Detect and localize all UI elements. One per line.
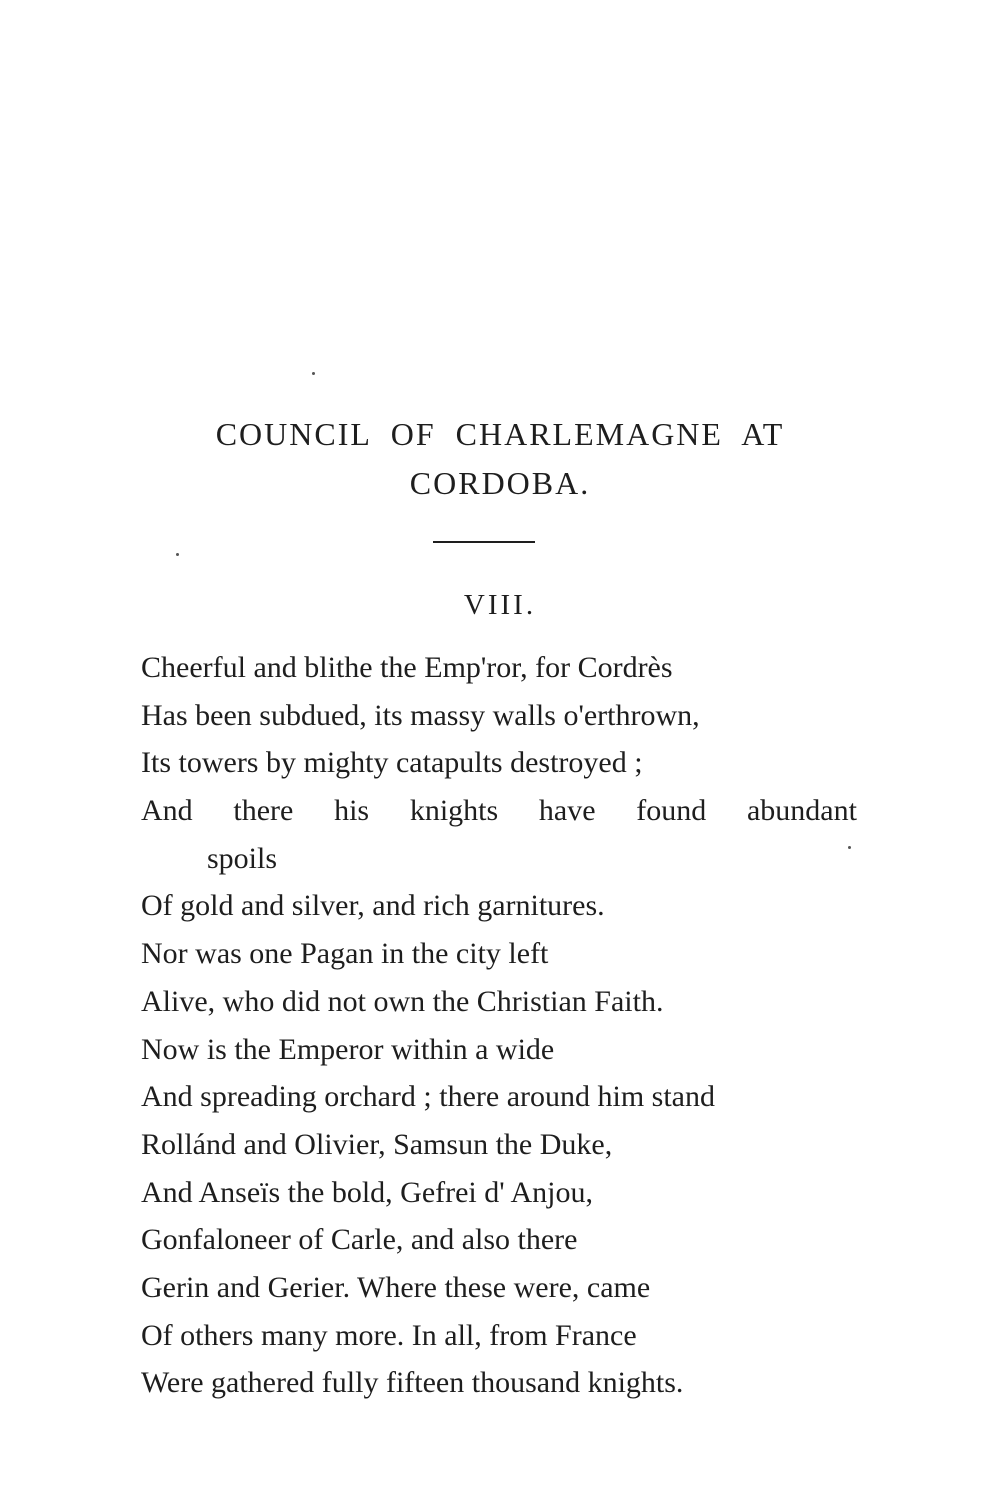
poem-line: Alive, who did not own the Christian Faith. xyxy=(141,984,664,1018)
poem-line: Of others many more. In all, from France xyxy=(141,1318,637,1352)
poem-word: his xyxy=(334,794,370,828)
poem-line: Its towers by mighty catapults destroyed ; xyxy=(141,746,643,780)
poem-line-justified xyxy=(141,793,857,841)
poem-word: there xyxy=(233,794,294,828)
poem-word: have xyxy=(538,794,596,828)
poem-line: And Anseïs the bold, Gefrei d' Anjou, xyxy=(141,1175,594,1209)
section-numeral: VIII. xyxy=(463,589,537,621)
poem-word: knights xyxy=(409,794,499,828)
chapter-title-line-2: CORDOBA. xyxy=(409,465,591,501)
poem-line-continuation: spoils xyxy=(207,841,278,875)
poem-line: Rollánd and Olivier, Samsun the Duke, xyxy=(141,1127,613,1161)
poem-line: Of gold and silver, and rich garnitures. xyxy=(141,889,605,923)
poem-line: Has been subdued, its massy walls o'erthrown, xyxy=(141,698,700,732)
poem-word: abundant xyxy=(746,794,857,828)
poem-line: Nor was one Pagan in the city left xyxy=(141,937,549,971)
poem-word: And xyxy=(141,794,193,828)
poem-line: Cheerful and blithe the Emp'ror, for Cordrès xyxy=(141,651,673,684)
poem-word: found xyxy=(636,794,707,828)
poem-line: Were gathered fully fifteen thousand knights. xyxy=(141,1366,684,1400)
poem-line: Now is the Emperor within a wide xyxy=(141,1032,555,1066)
chapter-title-line-1: COUNCIL OF CHARLEMAGNE AT xyxy=(215,416,785,452)
print-speck xyxy=(312,372,315,375)
poem-line: Gonfaloneer of Carle, and also there xyxy=(141,1223,578,1257)
title-divider-rule xyxy=(433,541,535,543)
print-speck xyxy=(176,553,179,556)
poem-line: And spreading orchard ; there around him stand xyxy=(141,1080,715,1114)
poem-stanza xyxy=(141,650,861,1413)
poem-line: Gerin and Gerier. Where these were, came xyxy=(141,1270,651,1304)
